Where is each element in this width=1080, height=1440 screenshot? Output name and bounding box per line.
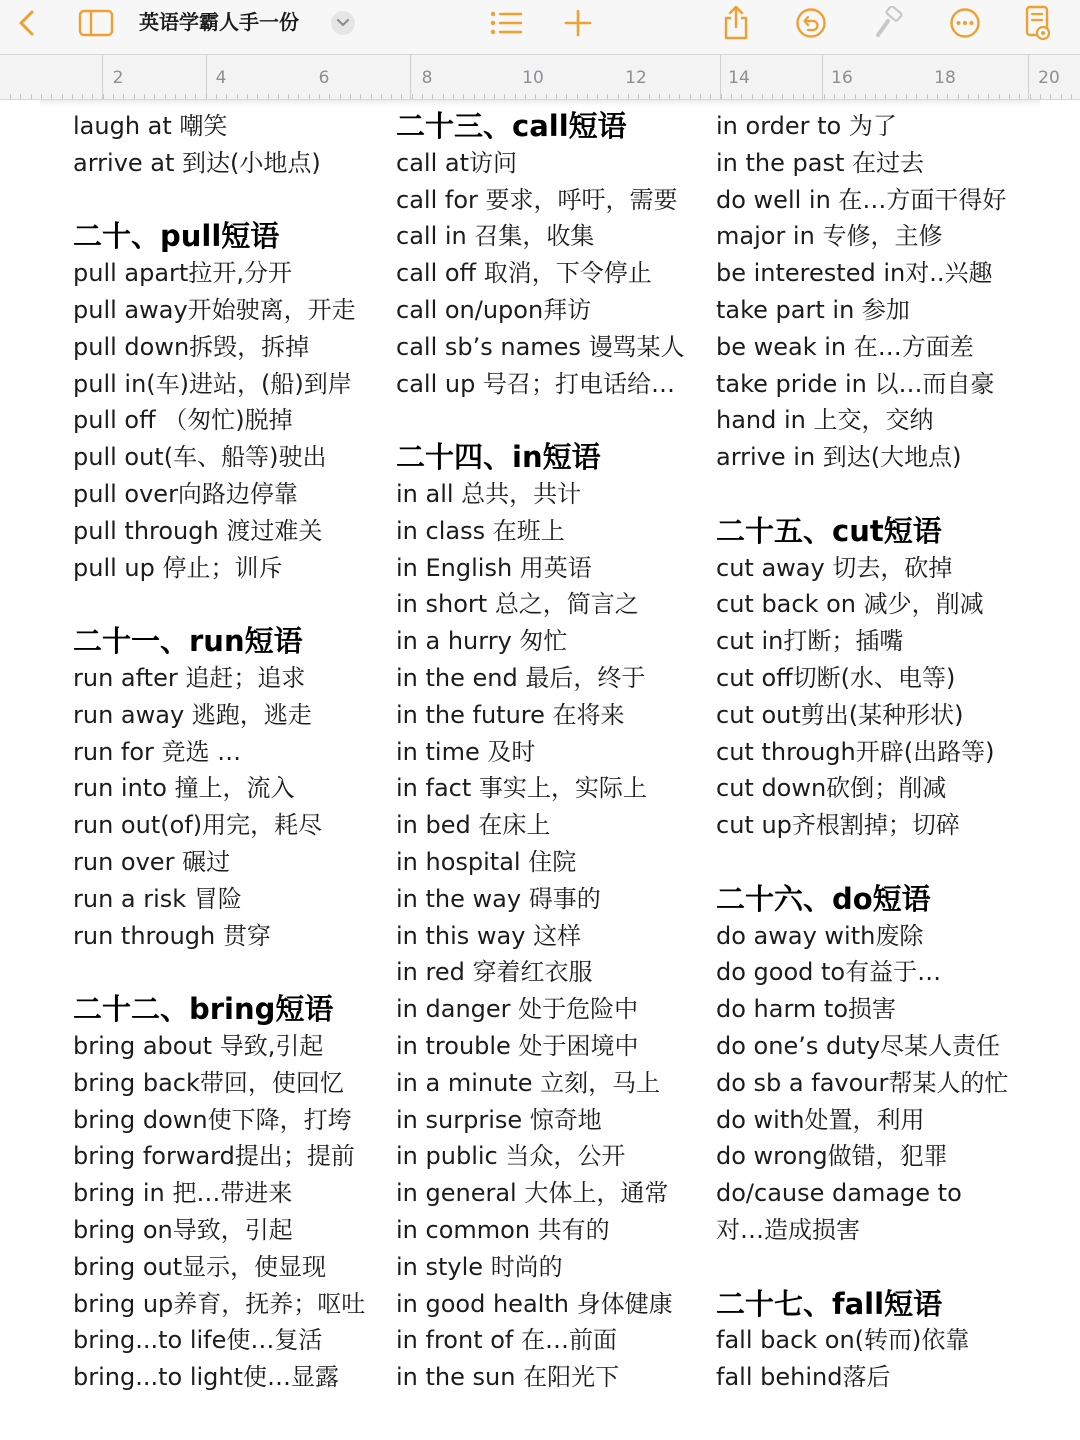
ruler-minor-tick xyxy=(1061,94,1062,99)
ruler-minor-tick xyxy=(412,94,413,99)
phrase-line: cut down砍倒；削减 xyxy=(716,774,947,803)
ruler-tick: 4 xyxy=(215,68,227,88)
ruler-minor-tick xyxy=(906,94,907,99)
phrase-line: be weak in 在…方面差 xyxy=(716,332,974,361)
phrase-line: in general 大体上，通常 xyxy=(396,1179,669,1208)
phrase-line: in the past 在过去 xyxy=(716,148,925,177)
ruler-minor-tick xyxy=(741,94,742,99)
ruler[interactable] xyxy=(0,54,1080,100)
phrase-line: take part in 参加 xyxy=(716,295,910,324)
ruler-minor-tick xyxy=(793,94,794,99)
ruler-minor-tick xyxy=(968,94,969,99)
phrase-line: run for 竞选 … xyxy=(73,737,242,766)
ruler-minor-tick xyxy=(237,94,238,99)
section-heading: 二十五、cut短语 xyxy=(716,513,942,548)
phrase-line: hand in 上交，交纳 xyxy=(716,406,934,435)
section-heading: 二十二、bring短语 xyxy=(73,992,334,1027)
phrase-line: pull up 停止；训斥 xyxy=(73,553,283,582)
ruler-minor-tick xyxy=(103,94,104,99)
phrase-line: bring down使下降，打垮 xyxy=(73,1105,352,1134)
ruler-minor-tick xyxy=(1030,94,1031,99)
blank-line xyxy=(73,182,403,219)
phrase-line: bring about 导致,引起 xyxy=(73,1031,324,1060)
phrase-line: in common 共有的 xyxy=(396,1215,610,1244)
ruler-minor-tick xyxy=(896,94,897,99)
phrase-line: pull in(车)进站，(船)到岸 xyxy=(73,369,352,398)
ruler-minor-tick xyxy=(607,94,608,99)
phrase-line: run away 逃跑，逃走 xyxy=(73,700,312,729)
ruler-minor-tick xyxy=(195,94,196,99)
phrase-line: in danger 处于危险中 xyxy=(396,995,639,1024)
phrase-line: in English 用英语 xyxy=(396,553,592,582)
phrase-line: in this way 这样 xyxy=(396,921,582,950)
ruler-minor-tick xyxy=(175,94,176,99)
blank-line xyxy=(73,954,403,991)
ruler-minor-tick xyxy=(535,94,536,99)
phrase-line: 对…造成损害 xyxy=(716,1215,860,1244)
phrase-line: in the way 碍事的 xyxy=(396,884,601,913)
ruler-minor-tick xyxy=(638,94,639,99)
phrase-line: pull down拆毁，拆掉 xyxy=(73,332,310,361)
phrase-line: take pride in 以…而自豪 xyxy=(716,369,995,398)
ruler-minor-tick xyxy=(10,94,11,99)
ruler-minor-tick xyxy=(1040,94,1041,99)
ruler-minor-tick xyxy=(824,94,825,99)
ruler-minor-tick xyxy=(134,94,135,99)
phrase-line: bring forward提出；提前 xyxy=(73,1142,355,1171)
ruler-minor-tick xyxy=(710,94,711,99)
ruler-tick: 6 xyxy=(318,68,330,88)
ruler-minor-tick xyxy=(226,94,227,99)
ruler-minor-tick xyxy=(350,94,351,99)
phrase-line: run through 贯穿 xyxy=(73,921,271,950)
phrase-line: in style 时尚的 xyxy=(396,1252,563,1281)
phrase-line: bring back带回，使回忆 xyxy=(73,1068,344,1097)
section-heading: 二十、pull短语 xyxy=(73,219,280,254)
phrase-line: run over 碾过 xyxy=(73,847,231,876)
ruler-minor-tick xyxy=(247,94,248,99)
ruler-minor-tick xyxy=(618,94,619,99)
ruler-minor-tick xyxy=(1019,94,1020,99)
phrase-line: run out(of)用完，耗尽 xyxy=(73,811,323,840)
phrase-line: cut through开辟(出路等) xyxy=(716,737,995,766)
phrase-line: cut back on 减少，削减 xyxy=(716,590,984,619)
ruler-tick: 2 xyxy=(112,68,124,88)
phrase-line: in all 总共，共计 xyxy=(396,479,582,508)
phrase-line: pull over向路边停靠 xyxy=(73,479,298,508)
phrase-line: major in 专修，主修 xyxy=(716,222,943,251)
text-column-middle[interactable] xyxy=(396,108,726,1396)
phrase-line: in good health 身体健康 xyxy=(396,1289,673,1318)
blank-line xyxy=(396,402,726,439)
blank-line xyxy=(73,586,403,623)
ruler-minor-tick xyxy=(268,94,269,99)
ruler-minor-tick xyxy=(587,94,588,99)
ruler-minor-tick xyxy=(453,94,454,99)
ruler-minor-tick xyxy=(443,94,444,99)
ruler-minor-tick xyxy=(391,94,392,99)
phrase-line: arrive at 到达(小地点) xyxy=(73,148,321,177)
ruler-minor-tick xyxy=(566,94,567,99)
phrase-line: in class 在班上 xyxy=(396,516,565,545)
ruler-minor-tick xyxy=(525,94,526,99)
phrase-line: pull through 渡过难关 xyxy=(73,516,323,545)
phrase-line: in a hurry 匆忙 xyxy=(396,627,568,656)
ruler-minor-tick xyxy=(782,94,783,99)
ruler-minor-tick xyxy=(762,94,763,99)
plus-icon[interactable] xyxy=(560,0,596,46)
ruler-minor-tick xyxy=(123,94,124,99)
chevron-down-icon[interactable] xyxy=(331,11,355,35)
ruler-minor-tick xyxy=(340,94,341,99)
undo-icon[interactable] xyxy=(792,0,830,46)
ruler-minor-tick xyxy=(865,94,866,99)
ruler-minor-tick xyxy=(515,94,516,99)
phrase-line: call on/upon拜访 xyxy=(396,295,592,324)
top-toolbar xyxy=(0,0,1080,54)
ruler-tick: 8 xyxy=(421,68,433,88)
phrase-line: do/cause damage to xyxy=(716,1179,962,1208)
ruler-minor-tick xyxy=(144,94,145,99)
more-icon[interactable] xyxy=(946,0,984,46)
phrase-line: cut up齐根割掉；切碎 xyxy=(716,811,960,840)
ruler-minor-tick xyxy=(165,94,166,99)
ruler-minor-tick xyxy=(463,94,464,99)
ruler-minor-tick xyxy=(772,94,773,99)
ruler-minor-tick xyxy=(31,94,32,99)
ruler-minor-tick xyxy=(82,94,83,99)
ruler-tick: 10 xyxy=(522,68,544,88)
ruler-minor-tick xyxy=(41,94,42,99)
ruler-minor-tick xyxy=(916,94,917,99)
ruler-minor-tick xyxy=(958,94,959,99)
ruler-minor-tick xyxy=(659,94,660,99)
ruler-minor-tick xyxy=(721,94,722,99)
ruler-minor-tick xyxy=(371,94,372,99)
ruler-minor-tick xyxy=(62,94,63,99)
ruler-minor-tick xyxy=(484,94,485,99)
blank-line xyxy=(716,844,1046,881)
phrase-line: call in 召集，收集 xyxy=(396,222,595,251)
ruler-minor-tick xyxy=(731,94,732,99)
phrase-line: in bed 在床上 xyxy=(396,811,551,840)
ruler-minor-tick xyxy=(504,94,505,99)
ruler-minor-tick xyxy=(216,94,217,99)
ruler-minor-tick xyxy=(206,94,207,99)
phrase-line: in front of 在…前面 xyxy=(396,1326,617,1355)
phrase-line: cut in打断；插嘴 xyxy=(716,627,904,656)
phrase-line: do with处置，利用 xyxy=(716,1105,925,1134)
phrase-line: in order to 为了 xyxy=(716,112,897,140)
ruler-minor-tick xyxy=(875,94,876,99)
ruler-minor-tick xyxy=(257,94,258,99)
page-top-edge xyxy=(40,100,1040,106)
ruler-minor-tick xyxy=(360,94,361,99)
phrase-line: laugh at 嘲笑 xyxy=(73,112,228,140)
ruler-divider xyxy=(410,55,411,99)
ruler-minor-tick xyxy=(752,94,753,99)
blank-line xyxy=(716,476,1046,513)
document-title[interactable]: 英语学霸人手一份 xyxy=(139,10,299,34)
ruler-minor-tick xyxy=(834,94,835,99)
ruler-minor-tick xyxy=(556,94,557,99)
section-heading: 二十四、in短语 xyxy=(396,440,601,475)
phrase-line: pull out(车、船等)驶出 xyxy=(73,443,327,472)
ruler-minor-tick xyxy=(72,94,73,99)
phrase-line: pull away开始驶离，开走 xyxy=(73,295,356,324)
ruler-minor-tick xyxy=(51,94,52,99)
ruler-minor-tick xyxy=(1050,94,1051,99)
ruler-minor-tick xyxy=(628,94,629,99)
list-icon[interactable] xyxy=(486,0,526,46)
paintbrush-icon[interactable] xyxy=(870,0,908,46)
phrase-line: bring on导致，引起 xyxy=(73,1215,293,1244)
phrase-line: do well in 在…方面干得好 xyxy=(716,185,1007,214)
phrase-line: arrive in 到达(大地点) xyxy=(716,443,962,472)
phrase-line: in hospital 住院 xyxy=(396,847,577,876)
phrase-line: in trouble 处于困境中 xyxy=(396,1031,639,1060)
phrase-line: run after 追赶；追求 xyxy=(73,663,306,692)
phrase-line: call up 号召；打电话给… xyxy=(396,369,675,398)
ruler-minor-tick xyxy=(927,94,928,99)
phrase-line: bring...to light使…显露 xyxy=(73,1363,340,1392)
phrase-line: fall back on(转而)依靠 xyxy=(716,1326,970,1355)
text-column-left[interactable] xyxy=(73,108,403,1396)
ruler-minor-tick xyxy=(154,94,155,99)
phrase-line: cut off切断(水、电等) xyxy=(716,663,956,692)
ruler-minor-tick xyxy=(92,94,93,99)
ruler-divider xyxy=(822,55,823,99)
ruler-minor-tick xyxy=(185,94,186,99)
phrase-line: do harm to损害 xyxy=(716,995,897,1024)
phrase-line: in red 穿着红衣服 xyxy=(396,958,593,987)
ruler-minor-tick xyxy=(937,94,938,99)
ruler-minor-tick xyxy=(432,94,433,99)
ruler-minor-tick xyxy=(649,94,650,99)
phrase-line: call for 要求，呼吁，需要 xyxy=(396,185,678,214)
phrase-line: in the future 在将来 xyxy=(396,700,625,729)
ruler-minor-tick xyxy=(298,94,299,99)
ruler-minor-tick xyxy=(309,94,310,99)
phrase-line: bring out显示，使显现 xyxy=(73,1252,327,1281)
ruler-minor-tick xyxy=(803,94,804,99)
phrase-line: call at访问 xyxy=(396,148,517,177)
phrase-line: fall behind落后 xyxy=(716,1363,891,1392)
phrase-line: pull apart拉开,分开 xyxy=(73,259,292,288)
phrase-line: pull off （匆忙)脱掉 xyxy=(73,406,293,435)
phrase-line: cut away 切去，砍掉 xyxy=(716,553,953,582)
ruler-minor-tick xyxy=(690,94,691,99)
phrase-line: cut out剪出(某种形状) xyxy=(716,700,964,729)
ruler-minor-tick xyxy=(885,94,886,99)
phrase-line: call sb’s names 谩骂某人 xyxy=(396,332,685,361)
ruler-tick: 20 xyxy=(1038,68,1060,88)
ruler-margin-right xyxy=(1028,55,1029,99)
back-chevron-icon[interactable] xyxy=(10,0,44,46)
phrase-line: do wrong做错，犯罪 xyxy=(716,1142,948,1171)
phrase-line: do good to有益于… xyxy=(716,958,942,987)
sidebar-icon[interactable] xyxy=(76,0,116,46)
ruler-minor-tick xyxy=(1009,94,1010,99)
ruler-minor-tick xyxy=(288,94,289,99)
ruler-minor-tick xyxy=(669,94,670,99)
ruler-minor-tick xyxy=(546,94,547,99)
phrase-line: do away with废除 xyxy=(716,921,924,950)
phrase-line: be interested in对..兴趣 xyxy=(716,259,993,288)
phrase-line: in surprise 惊奇地 xyxy=(396,1105,602,1134)
ruler-minor-tick xyxy=(679,94,680,99)
ruler-minor-tick xyxy=(494,94,495,99)
ruler-minor-tick xyxy=(978,94,979,99)
phrase-line: in a minute 立刻，马上 xyxy=(396,1068,661,1097)
phrase-line: in the sun 在阳光下 xyxy=(396,1363,620,1392)
blank-line xyxy=(716,1249,1046,1286)
phrase-line: in the end 最后，终于 xyxy=(396,663,646,692)
phrase-line: bring in 把…带进来 xyxy=(73,1179,293,1208)
section-heading: 二十七、fall短语 xyxy=(716,1286,943,1321)
section-heading: 二十一、run短语 xyxy=(73,624,303,659)
phrase-line: bring up养育，抚养；呕吐 xyxy=(73,1289,366,1318)
phrase-line: run a risk 冒险 xyxy=(73,884,242,913)
ruler-minor-tick xyxy=(999,94,1000,99)
document-view-icon[interactable] xyxy=(1020,0,1056,46)
text-column-right[interactable] xyxy=(716,108,1046,1396)
ruler-minor-tick xyxy=(1071,94,1072,99)
ruler-minor-tick xyxy=(813,94,814,99)
phrase-line: bring...to life使…复活 xyxy=(73,1326,323,1355)
ruler-minor-tick xyxy=(329,94,330,99)
phrase-line: call off 取消，下令停止 xyxy=(396,259,652,288)
section-heading: 二十三、call短语 xyxy=(396,109,627,143)
ruler-minor-tick xyxy=(381,94,382,99)
ruler-minor-tick xyxy=(422,94,423,99)
ruler-tick: 14 xyxy=(728,68,750,88)
ruler-divider xyxy=(720,55,721,99)
ruler-minor-tick xyxy=(597,94,598,99)
ruler-minor-tick xyxy=(319,94,320,99)
ruler-minor-tick xyxy=(844,94,845,99)
phrase-line: in public 当众，公开 xyxy=(396,1142,626,1171)
ruler-minor-tick xyxy=(278,94,279,99)
ruler-tick: 12 xyxy=(625,68,647,88)
ruler-tick: 16 xyxy=(831,68,853,88)
share-icon[interactable] xyxy=(718,0,754,46)
ruler-minor-tick xyxy=(988,94,989,99)
ruler-minor-tick xyxy=(855,94,856,99)
section-heading: 二十六、do短语 xyxy=(716,881,931,916)
ruler-minor-tick xyxy=(947,94,948,99)
ruler-minor-tick xyxy=(20,94,21,99)
ruler-tick: 18 xyxy=(934,68,956,88)
phrase-line: do one’s duty尽某人责任 xyxy=(716,1031,1001,1060)
ruler-minor-tick xyxy=(113,94,114,99)
phrase-line: in short 总之，简言之 xyxy=(396,590,639,619)
ruler-minor-tick xyxy=(577,94,578,99)
ruler-minor-tick xyxy=(700,94,701,99)
phrase-line: in time 及时 xyxy=(396,737,536,766)
phrase-line: in fact 事实上，实际上 xyxy=(396,774,647,803)
ruler-minor-tick xyxy=(401,94,402,99)
phrase-line: do sb a favour帮某人的忙 xyxy=(716,1068,1009,1097)
ruler-minor-tick xyxy=(474,94,475,99)
phrase-line: run into 撞上，流入 xyxy=(73,774,295,803)
